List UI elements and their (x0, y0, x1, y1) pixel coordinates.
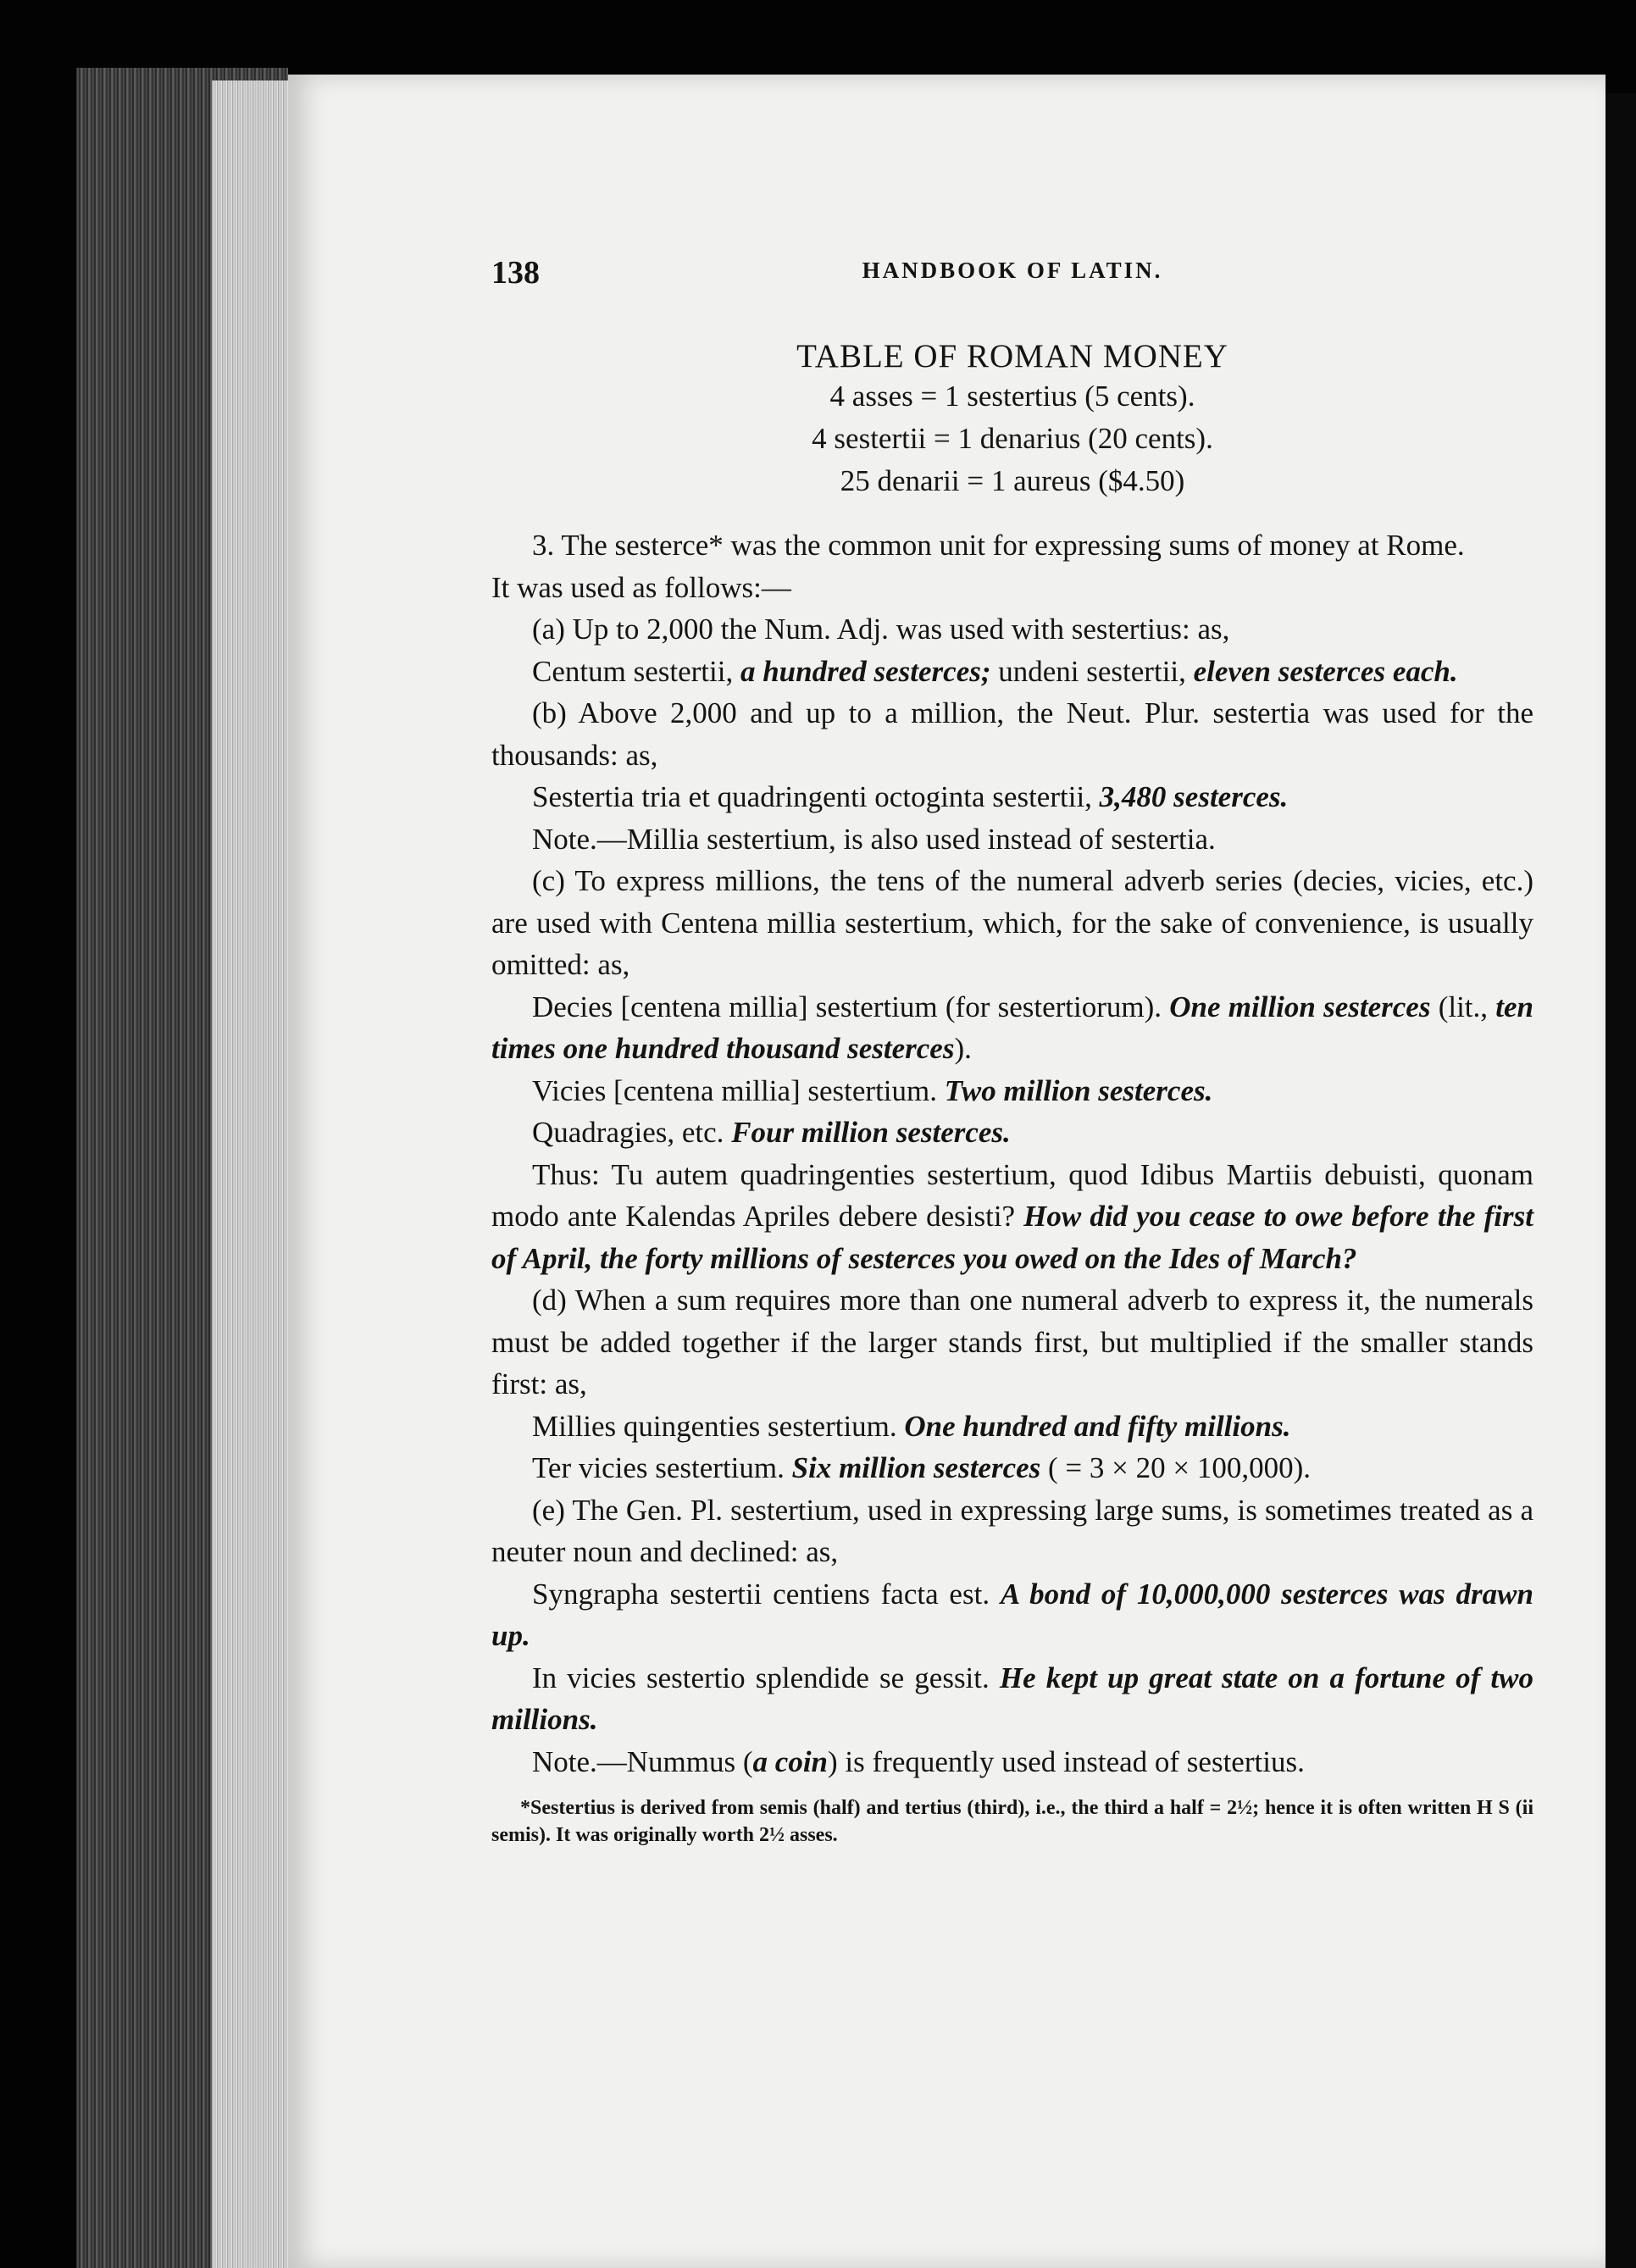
latin-text: Vicies [centena millia] sestertium. (532, 1073, 945, 1107)
section-b: (b) Above 2,000 and up to a million, the Neut. Plur. sestertia was used for the thousands: as, (491, 696, 1533, 772)
latin-text: undeni sestertii, (990, 654, 1194, 688)
english-gloss: He kept up great state on a fortune of two millions. (491, 1661, 1533, 1736)
money-table-row: 4 sestertii = 1 denarius (20 cents). (812, 422, 1213, 455)
english-gloss: 3,480 sesterces. (1099, 780, 1289, 813)
example-d2 (491, 1447, 1533, 1489)
english-gloss: ten times one hundred thousand sesterces (491, 990, 1533, 1065)
english-gloss: Two million sesterces. (944, 1073, 1213, 1107)
latin-text: Syngrapha sestertii centiens facta est. (532, 1577, 1001, 1611)
english-gloss: How did you cease to owe before the first of April, the forty millions of sesterces you owed on the Ides of March? (491, 1200, 1533, 1275)
page-number: 138 (491, 255, 540, 291)
english-gloss: a coin (752, 1744, 829, 1778)
section-c: (c) To express millions, the tens of the numeral adverb series (decies, vicies, etc.) are used with Centena millia sestertium, which, for the sake of convenience, is usually omitted: as, (491, 864, 1533, 981)
note-text: ) is frequently used instead of sestertius. (828, 1744, 1305, 1778)
money-table-title: TABLE OF ROMAN MONEY (796, 338, 1228, 374)
section-a: (a) Up to 2,000 the Num. Adj. was used with sestertius: as, (532, 613, 1230, 646)
paragraph-3: 3. The sesterce* was the common unit for expressing sums of money at Rome. (532, 529, 1465, 562)
latin-text: Decies [centena millia] sestertium (for sestertiorum). (532, 990, 1170, 1023)
money-table-row: 4 asses = 1 sestertius (5 cents). (829, 380, 1195, 413)
latin-text: (lit., (1430, 990, 1496, 1023)
latin-text: Millies quingenties sestertium. (532, 1409, 905, 1443)
example-c3 (491, 1112, 1533, 1154)
calculation: ( = 3 × 20 × 100,000). (1040, 1451, 1312, 1484)
running-title: HANDBOOK OF LATIN. (862, 258, 1163, 283)
page-right-edge (1605, 93, 1636, 2268)
note-b: Note.—Millia sestertium, is also used instead of sestertia. (532, 822, 1216, 856)
latin-text: Sestertia tria et quadringenti octoginta sestertii, (532, 780, 1100, 813)
example-b (491, 776, 1533, 818)
latin-text: In vicies sestertio splendide se gessit. (532, 1661, 1000, 1694)
body-text (491, 524, 1533, 1783)
latin-text: Ter vicies sestertium. (532, 1451, 792, 1484)
example-c-thus (491, 1154, 1533, 1280)
english-gloss: A bond of 10,000,000 sesterces was drawn up. (491, 1577, 1533, 1652)
english-gloss: Four million sesterces. (731, 1116, 1011, 1149)
latin-text: Quadragies, etc. (532, 1116, 732, 1149)
english-gloss: Six million sesterces (791, 1451, 1041, 1484)
latin-text: Centum sestertii, (532, 654, 740, 688)
example-d1 (491, 1406, 1533, 1448)
section-d: (d) When a sum requires more than one numeral adverb to express it, the numerals must be added together if the larger stands first, but multiplied if the smaller stands first: as, (491, 1284, 1533, 1400)
note-text: Note.—Nummus ( (532, 1744, 753, 1778)
example-e1 (491, 1573, 1533, 1657)
page-content (491, 254, 1533, 1849)
example-c1 (491, 986, 1533, 1070)
note-nummus (491, 1741, 1533, 1783)
english-gloss: One hundred and fifty millions. (904, 1409, 1291, 1443)
example-c2 (491, 1070, 1533, 1112)
running-head (491, 254, 1533, 305)
book-binding-gutter (212, 80, 292, 2268)
example-e2 (491, 1657, 1533, 1741)
english-gloss: eleven sesterces each. (1193, 654, 1458, 688)
money-table-row: 25 denarii = 1 aureus ($4.50) (840, 464, 1185, 497)
footnote: *Sestertius is derived from semis (half) and tertius (third), i.e., the third a half = 2½; hence it is often written H S (ii semis). It was originally worth 2½ asses. (491, 1797, 1533, 1846)
latin-text: Thus: Tu autem quadringenties sestertium, quod Idibus Martiis debuisti, quonam modo ante Kalendas Apriles debere desisti? (491, 1157, 1533, 1233)
latin-text: ). (954, 1032, 972, 1065)
paragraph-usage: It was used as follows:— (491, 570, 791, 604)
example-a (491, 651, 1533, 693)
english-gloss: One million sesterces (1169, 990, 1431, 1023)
section-e: (e) The Gen. Pl. sestertium, used in expressing large sums, is sometimes treated as a neuter noun and declined: as, (491, 1493, 1533, 1568)
english-gloss: a hundred sesterces; (740, 654, 991, 688)
